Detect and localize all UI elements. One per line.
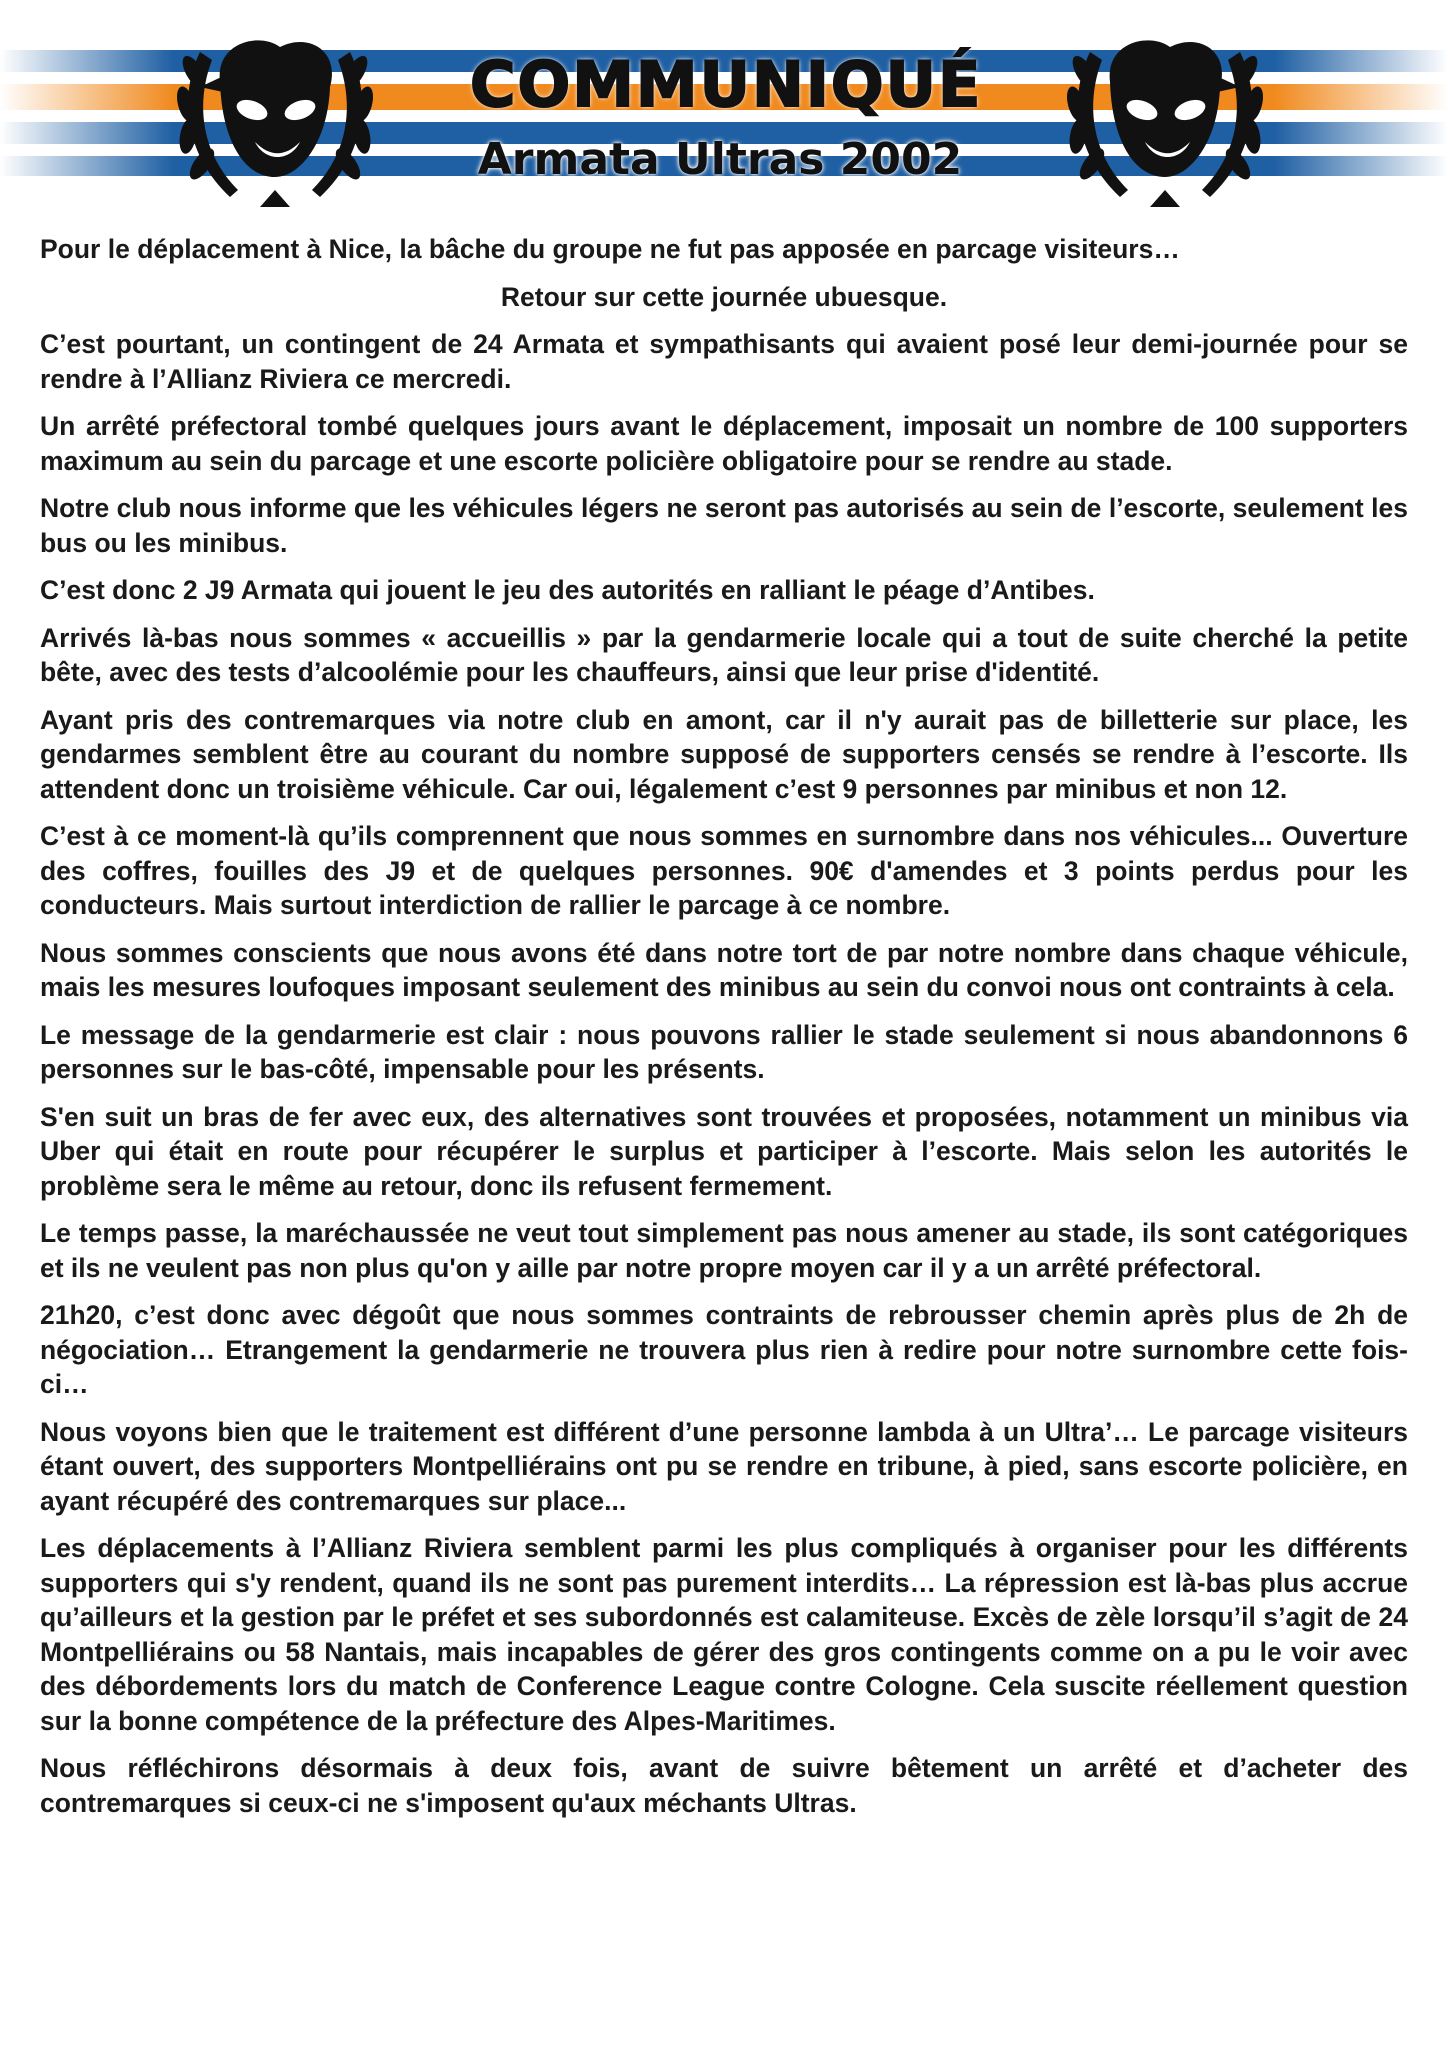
paragraph: C’est à ce moment-là qu’ils comprennent que nous sommes en surnombre dans nos véhicules... Ouverture des coffres, fouilles des J9 et de quelques personnes. 90€ d'amendes et 3 points perdus pour les conducteurs. Mais surtout interdiction de rallier le parcage à ce nombre.: [40, 821, 1408, 920]
paragraph: C’est pourtant, un contingent de 24 Armata et sympathisants qui avaient posé leur demi-journée pour se rendre à l’Allianz Riviera ce mercredi.: [40, 329, 1408, 394]
communique-title: COMMUNIQUÉ: [470, 48, 983, 121]
communique-header: [0, 0, 1448, 225]
group-name-subtitle: Armata Ultras 2002: [477, 134, 963, 185]
paragraph: Notre club nous informe que les véhicules légers ne seront pas autorisés au sein de l’escorte, seulement les bus ou les minibus.: [40, 493, 1408, 558]
paragraph: Nous sommes conscients que nous avons été dans notre tort de par notre nombre dans chaque véhicule, mais les mesures loufoques imposant seulement des minibus au sein du convoi nous ont contraints à cela.: [40, 937, 1408, 1002]
paragraph: Un arrêté préfectoral tombé quelques jours avant le déplacement, imposait un nombre de 100 supporters maximum au sein du parcage et une escorte policière obligatoire pour se rendre au stade.: [40, 411, 1408, 476]
communique-body: [40, 232, 1408, 1833]
paragraph: Ayant pris des contremarques via notre club en amont, car il n'y aurait pas de billetterie sur place, les gendarmes semblent être au courant du nombre supposé de supporters censés se rendre à l’escorte. Ils attendent donc un troisième véhicule. Car oui, légalement c’est 9 personnes par minibus et non 12.: [40, 704, 1408, 804]
header-title-box: [470, 42, 983, 190]
paragraph: C’est donc 2 J9 Armata qui jouent le jeu des autorités en ralliant le péage d’Antibes.: [40, 575, 1095, 605]
masked-face-laurel-icon: [160, 12, 390, 222]
paragraph: Nous voyons bien que le traitement est différent d’une personne lambda à un Ultra’… Le parcage visiteurs étant ouvert, des supporters Montpelliérains ont pu se rendre en tribune, à pied, sans escorte policière, en ayant récupéré des contremarques sur place...: [40, 1416, 1408, 1516]
paragraph: Arrivés là-bas nous sommes « accueillis » par la gendarmerie locale qui a tout de suite cherché la petite bête, avec des tests d’alcoolémie pour les chauffeurs, ainsi que leur prise d'identité.: [40, 622, 1408, 687]
masked-face-laurel-icon: [1050, 12, 1280, 222]
paragraph: Les déplacements à l’Allianz Riviera semblent parmi les plus compliqués à organiser pour les différents supporters qui s'y rendent, quand ils ne sont pas purement interdits… La répression est là-bas plus accrue qu’ailleurs et la gestion par le préfet et ses subordonnés est calamiteuse. Excès de zèle lorsqu’il s’agit de 24 Montpelliérains ou 58 Nantais, mais incapables de gérer des gros contingents comme on a pu le voir avec des débordements lors du match de Conference League contre Cologne. Cela suscite réellement question sur la bonne compétence de la préfecture des Alpes-Maritimes.: [40, 1533, 1408, 1736]
paragraph-heading: Retour sur cette journée ubuesque.: [500, 281, 948, 312]
paragraph: Nous réfléchirons désormais à deux fois, avant de suivre bêtement un arrêté et d’acheter des contremarques si ceux-ci ne s'imposent qu'aux méchants Ultras.: [40, 1753, 1408, 1818]
paragraph: Pour le déplacement à Nice, la bâche du groupe ne fut pas apposée en parcage visiteurs…: [40, 234, 1180, 264]
paragraph: 21h20, c’est donc avec dégoût que nous sommes contraints de rebrousser chemin après plus de 2h de négociation… Etrangement la gendarmerie ne trouvera plus rien à redire pour notre surnombre cette fois-ci…: [40, 1300, 1408, 1399]
paragraph: S'en suit un bras de fer avec eux, des alternatives sont trouvées et proposées, notamment un minibus via Uber qui était en route pour récupérer le surplus et participer à l’escorte. Mais selon les autorités le problème sera le même au retour, donc ils refusent fermement.: [40, 1101, 1408, 1201]
paragraph: Le temps passe, la maréchaussée ne veut tout simplement pas nous amener au stade, ils sont catégoriques et ils ne veulent pas non plus qu'on y aille par notre propre moyen car il y a un arrêté préfectoral.: [40, 1218, 1408, 1283]
paragraph: Le message de la gendarmerie est clair : nous pouvons rallier le stade seulement si nous abandonnons 6 personnes sur le bas-côté, impensable pour les présents.: [40, 1019, 1408, 1084]
